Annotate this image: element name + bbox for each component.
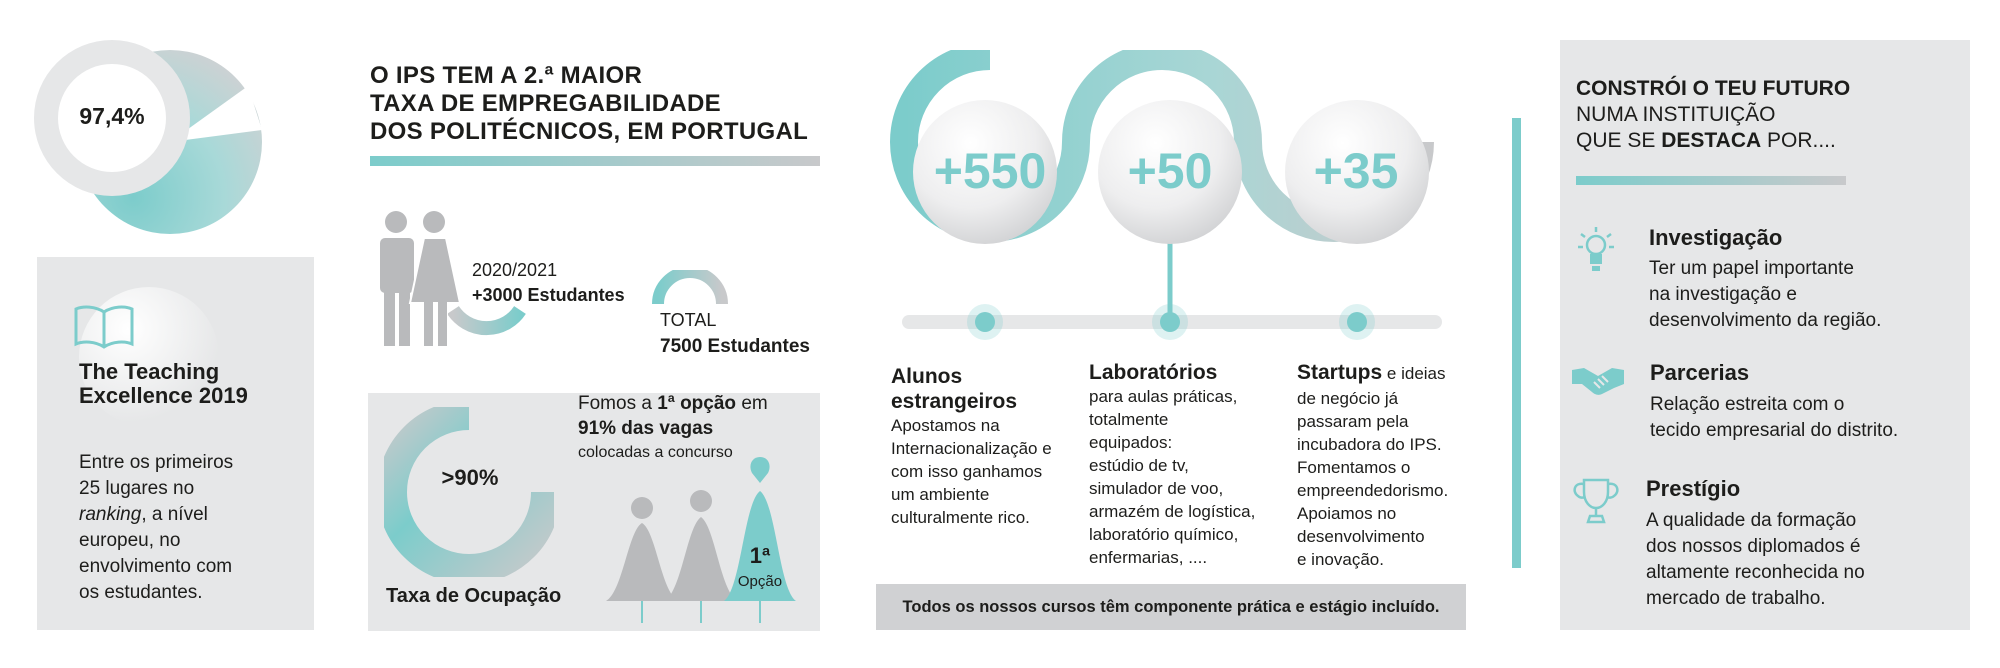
headline-line-2: TAXA DE EMPREGABILIDADE [370,90,721,117]
lightbulb-icon [1576,225,1616,275]
heading-post: POR.... [1761,129,1836,152]
occupancy-label: Taxa de Ocupação [386,585,562,607]
future-heading-line-1: CONSTRÓI O TEU FUTURO [1576,77,1851,100]
stat-title-row [1297,360,1477,387]
ranking-rest: , a nível [141,504,208,525]
option-figures [598,451,820,631]
heading-bold: DESTACA [1661,129,1762,152]
stat-line: um ambiente [891,485,990,504]
text-line: os estudantes. [79,582,203,603]
stat-line: armazém de logística, [1089,502,1256,521]
stat-line: incubadora do IPS. [1297,435,1442,454]
occupancy-percent: >90% [441,465,499,490]
item-title-parcerias: Parcerias [1650,360,1750,385]
item-title-prestigio: Prestígio [1646,476,1741,501]
stat-line: totalmente [1089,410,1169,429]
trophy-icon [1570,476,1622,526]
future-heading-line-3 [1576,128,1850,154]
item-line: desenvolvimento da região. [1649,310,1882,331]
title-line-1: The Teaching [79,359,220,384]
teaching-excellence-panel [37,257,314,630]
stat-line: Internacionalização e [891,439,1052,458]
item-text-parcerias [1650,392,1898,444]
stat-line: desenvolvimento [1297,527,1425,546]
teaching-excellence-title [79,360,248,408]
item-line: A qualidade da formação [1646,510,1857,531]
item-line: mercado de trabalho. [1646,588,1826,609]
stat-line: laboratório químico, [1089,525,1239,544]
stat-title-line: Alunos [891,365,963,388]
total-arc [650,270,730,310]
headline-line-3: DOS POLITÉCNICOS, EM PORTUGAL [370,118,809,145]
stat-line: Apoiamos no [1297,504,1397,523]
future-heading-underline [1576,176,1846,185]
headline-line-1: O IPS TEM A 2.ª MAIOR [370,62,643,89]
item-line: Relação estreita com o [1650,394,1845,415]
first-option-bold: 1ª opção [657,393,737,414]
badge-number: 1ª [749,543,771,568]
item-text-investigacao [1649,256,1881,334]
teaching-excellence-text [79,450,233,606]
employability-pie-chart [30,30,310,240]
first-option-post: em [736,393,768,414]
text-line [79,502,233,528]
stat-line: equipados: [1089,433,1173,452]
stat-description-3 [1297,360,1477,571]
open-book-icon [73,302,135,352]
future-panel [1560,40,1970,630]
stat-title-line: estrangeiros [891,390,1018,413]
handshake-icon [1570,362,1626,398]
future-heading-line-2: NUMA INSTITUIÇÃO [1576,103,1776,126]
stat-title-rest: e ideias [1382,364,1446,383]
text-line: 25 lugares no [79,478,195,499]
stat-value-3: +35 [1313,143,1399,199]
first-option-line [578,393,768,415]
item-line: altamente reconhecida no [1646,562,1865,583]
headline-underline [370,156,820,166]
item-line: Ter um papel importante [1649,258,1854,279]
vacancies: 91% das vagas [578,418,714,439]
item-line: tecido empresarial do distrito. [1650,420,1899,441]
stat-description-2 [1089,360,1284,569]
heading-pre: QUE SE [1576,129,1662,152]
item-title-investigacao: Investigação [1649,225,1783,250]
title-line-2: Excellence 2019 [79,383,248,408]
stat-line: enfermarias, .... [1089,548,1208,567]
first-option-pre: Fomos a [578,393,658,414]
item-line: na investigação e [1649,284,1797,305]
stat-line: estúdio de tv, [1089,456,1189,475]
stat-line: empreendedorismo. [1297,481,1449,500]
text-line: Entre os primeiros [79,452,234,473]
item-text-prestigio [1646,508,1865,612]
stat-line: para aulas práticas, [1089,387,1238,406]
academic-year: 2020/2021 [472,260,558,280]
stat-title-line: Startups [1297,361,1383,384]
text-line: envolvimento com [79,556,233,577]
text-line: europeu, no [79,530,181,551]
stat-line: e inovação. [1297,550,1384,569]
employability-rate: 97,4% [79,103,145,129]
item-line: dos nossos diplomados é [1646,536,1861,557]
new-students: +3000 Estudantes [472,285,625,305]
total-students: 7500 Estudantes [660,336,810,357]
section-divider [1512,118,1521,568]
stat-value-2: +50 [1127,143,1213,199]
future-heading [1576,76,1850,154]
employability-headline [370,62,808,146]
stat-value-1: +550 [933,143,1047,199]
vacancies-sub: colocadas a concurso [578,444,733,461]
stat-line: de negócio já [1297,389,1399,408]
badge-label: Opção [737,573,783,590]
stat-line: culturalmente rico. [891,508,1030,527]
stat-line: Fomentamos o [1297,458,1411,477]
ranking-word: ranking [79,504,142,525]
practice-note: Todos os nossos cursos têm componente prática e estágio incluído. [876,584,1466,630]
stat-line: com isso ganhamos [891,462,1043,481]
stat-line: passaram pela [1297,412,1409,431]
stat-line: simulador de voo, [1089,479,1224,498]
occupancy-donut [384,407,554,577]
total-label: TOTAL [660,310,717,330]
stat-title-line: Laboratórios [1089,361,1218,384]
stat-description-1 [891,364,1081,529]
stat-line: Apostamos na [891,416,1000,435]
occupancy-panel [368,393,820,631]
